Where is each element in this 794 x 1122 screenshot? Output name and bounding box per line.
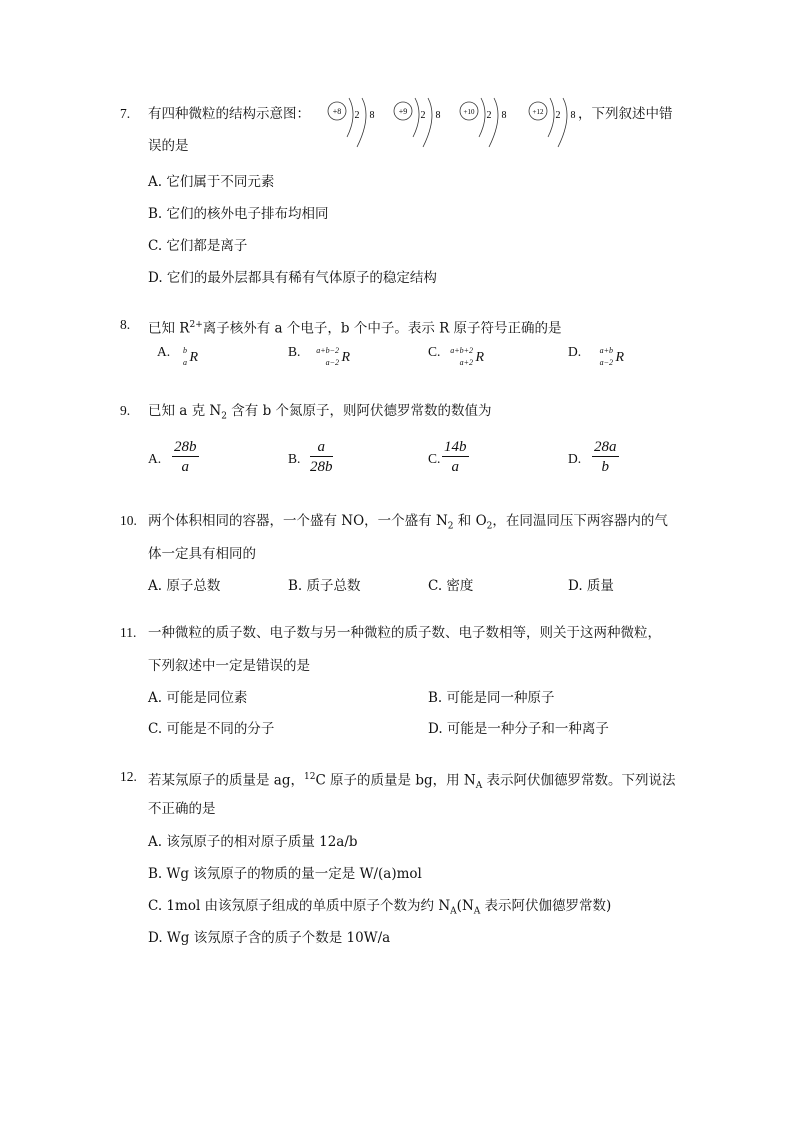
q9-number: 9. (120, 403, 131, 418)
q8-stem-a: 已知 R (148, 320, 190, 337)
q12-option-b[interactable]: B. Wg 该氖原子的物质的量一定是 W/(a)mol (148, 866, 422, 882)
q7-stem-tail: ，下列叙述中错 (578, 106, 673, 122)
q11-stem-line1: 一种微粒的质子数、电子数与另一种微粒的质子数、电子数相等，则关于这两种微粒， (148, 625, 661, 641)
q10-stem-sub2: 2 (486, 521, 493, 532)
q8-b-sub: a−2 (325, 358, 339, 367)
q8-option-b-label[interactable]: B. (288, 344, 301, 359)
atom-1-shell2: 8 (369, 110, 375, 121)
q8-a-sym: R (189, 350, 198, 365)
atom-diagram-1 (325, 97, 385, 155)
atom-3-nucleus: +10 (463, 108, 475, 116)
q9-b-num: a (310, 438, 333, 457)
q8-option-c-symbol[interactable] (436, 346, 484, 372)
q11-option-c[interactable]: C. 可能是不同的分子 (148, 721, 275, 737)
q9-option-a-label[interactable]: A. (148, 451, 162, 466)
q9-d-den: b (601, 459, 609, 475)
atom-3-shell1: 2 (486, 110, 492, 121)
q9-option-a-fraction[interactable] (172, 438, 199, 477)
q11-option-b[interactable]: B. 可能是同一种原子 (428, 690, 555, 706)
q8-stem-sup: 2+ (189, 320, 203, 330)
q8-d-sym: R (615, 350, 624, 365)
q12-number: 12. (120, 769, 137, 784)
q8-c-sym: R (475, 350, 484, 365)
q9-c-den: a (451, 459, 459, 475)
atom-4-shell2: 8 (570, 110, 576, 121)
q12-stem-c: 表示阿伏伽德罗常数。下列说法 (482, 772, 676, 789)
q8-option-d-symbol[interactable] (586, 346, 624, 372)
atom-4-shell1: 2 (555, 110, 561, 121)
q12-option-a[interactable]: A. 该氖原子的相对原子质量 12a/b (148, 834, 358, 850)
q9-option-d-fraction[interactable] (592, 438, 619, 477)
q7-number: 7. (120, 106, 131, 121)
q12-stem-line2: 不正确的是 (148, 801, 216, 817)
q9-stem-a: 已知 a 克 N (148, 403, 222, 419)
q8-b-sup: a+b−2 (316, 346, 339, 355)
q12-opt-c-b: (N (456, 898, 474, 914)
q9-a-den: a (181, 459, 189, 475)
q8-stem-b: 离子核外有 a 个电子，b 个中子。表示 R 原子符号正确的是 (202, 320, 562, 337)
q10-stem-b: 和 O (453, 513, 487, 529)
q10-stem-line2: 体一定具有相同的 (148, 546, 256, 562)
q7-stem-line1: 有四种微粒的结构示意图： (148, 106, 310, 122)
q10-stem-line1 (148, 512, 668, 536)
atom-4-nucleus: +12 (532, 108, 544, 116)
q8-a-sup: b (183, 346, 187, 355)
q9-c-num: 14b (444, 439, 467, 455)
q10-option-c[interactable]: C. 密度 (428, 578, 474, 594)
q12-stem-sub: A (475, 781, 483, 792)
q10-stem-c: ，在同温同压下两容器内的气 (492, 513, 668, 529)
atom-2-shell2: 8 (435, 110, 441, 121)
q9-a-num: 28b (174, 439, 197, 455)
q8-option-b-symbol[interactable] (300, 346, 350, 372)
q12-stem-sup: 12 (303, 772, 316, 782)
atom-2-nucleus: +9 (398, 107, 408, 116)
q9-option-b-fraction[interactable] (310, 438, 333, 477)
q9-stem-b: 含有 b 个氮原子，则阿伏德罗常数的数值为 (226, 403, 492, 419)
q12-option-d[interactable]: D. Wg 该氖原子含的质子个数是 10W/a (148, 930, 391, 946)
q10-number: 10. (120, 513, 137, 528)
atom-1-nucleus: +8 (332, 107, 342, 116)
q7-option-a[interactable]: A. 它们属于不同元素 (148, 174, 275, 190)
q11-number: 11. (120, 625, 137, 640)
atom-3-shell2: 8 (501, 110, 507, 121)
q10-stem-sub1: 2 (447, 521, 454, 532)
q12-opt-c-c: 表示阿伏伽德罗常数) (480, 898, 612, 914)
q9-option-d-label[interactable]: D. (568, 451, 582, 466)
q12-stem-a: 若某氖原子的质量是 ag， (148, 772, 304, 789)
q10-stem-a: 两个体积相同的容器，一个盛有 NO，一个盛有 N (148, 513, 448, 529)
q9-stem (148, 402, 492, 426)
q8-d-sup: a+b (599, 346, 613, 355)
q9-option-c-fraction[interactable] (442, 438, 469, 477)
atom-diagram-3 (457, 97, 517, 155)
atom-2-shell1: 2 (420, 110, 426, 121)
q9-d-num: 28a (594, 439, 617, 455)
q8-option-c-label[interactable]: C. (428, 344, 441, 359)
q12-stem-b: C 原子的质量是 bg，用 N (315, 772, 476, 789)
q8-number: 8. (120, 317, 131, 332)
q10-option-d[interactable]: D. 质量 (568, 578, 614, 594)
q8-stem (148, 316, 562, 338)
q8-c-sub: a+2 (459, 358, 473, 367)
q9-option-b-label[interactable]: B. (288, 451, 301, 466)
q12-opt-c-sub1: A (450, 906, 457, 917)
q8-option-a-symbol[interactable] (170, 346, 198, 372)
q11-option-d[interactable]: D. 可能是一种分子和一种离子 (428, 721, 609, 737)
atom-diagram-4 (526, 97, 586, 155)
q9-option-c-label[interactable]: C. (428, 451, 441, 466)
q10-option-a[interactable]: A. 原子总数 (148, 578, 221, 594)
q7-option-b[interactable]: B. 它们的核外电子排布均相同 (148, 206, 329, 222)
q10-option-b[interactable]: B. 质子总数 (288, 578, 361, 594)
q11-option-a[interactable]: A. 可能是同位素 (148, 690, 248, 706)
q12-stem-line1 (148, 768, 676, 795)
atom-diagram-2 (391, 97, 451, 155)
q8-d-sub: a−2 (599, 358, 613, 367)
q9-b-den: 28b (310, 459, 333, 475)
atom-1-shell1: 2 (354, 110, 360, 121)
q12-option-c[interactable] (148, 897, 611, 921)
q11-stem-line2: 下列叙述中一定是错误的是 (148, 658, 310, 674)
q8-a-sub: a (183, 358, 187, 367)
q8-b-sym: R (341, 350, 350, 365)
q9-stem-sub: 2 (221, 411, 227, 422)
q8-c-sup: a+b+2 (450, 346, 473, 355)
q7-stem-line2: 误的是 (148, 138, 189, 154)
q8-option-d-label[interactable]: D. (568, 344, 582, 359)
q12-opt-c-sub2: A (473, 906, 481, 917)
q7-option-d[interactable]: D. 它们的最外层都具有稀有气体原子的稳定结构 (148, 270, 437, 286)
q7-option-c[interactable]: C. 它们都是离子 (148, 238, 248, 254)
q8-option-a-label[interactable]: A. (157, 344, 171, 359)
q12-opt-c-a: C. 1mol 由该氖原子组成的单质中原子个数为约 N (148, 898, 451, 914)
